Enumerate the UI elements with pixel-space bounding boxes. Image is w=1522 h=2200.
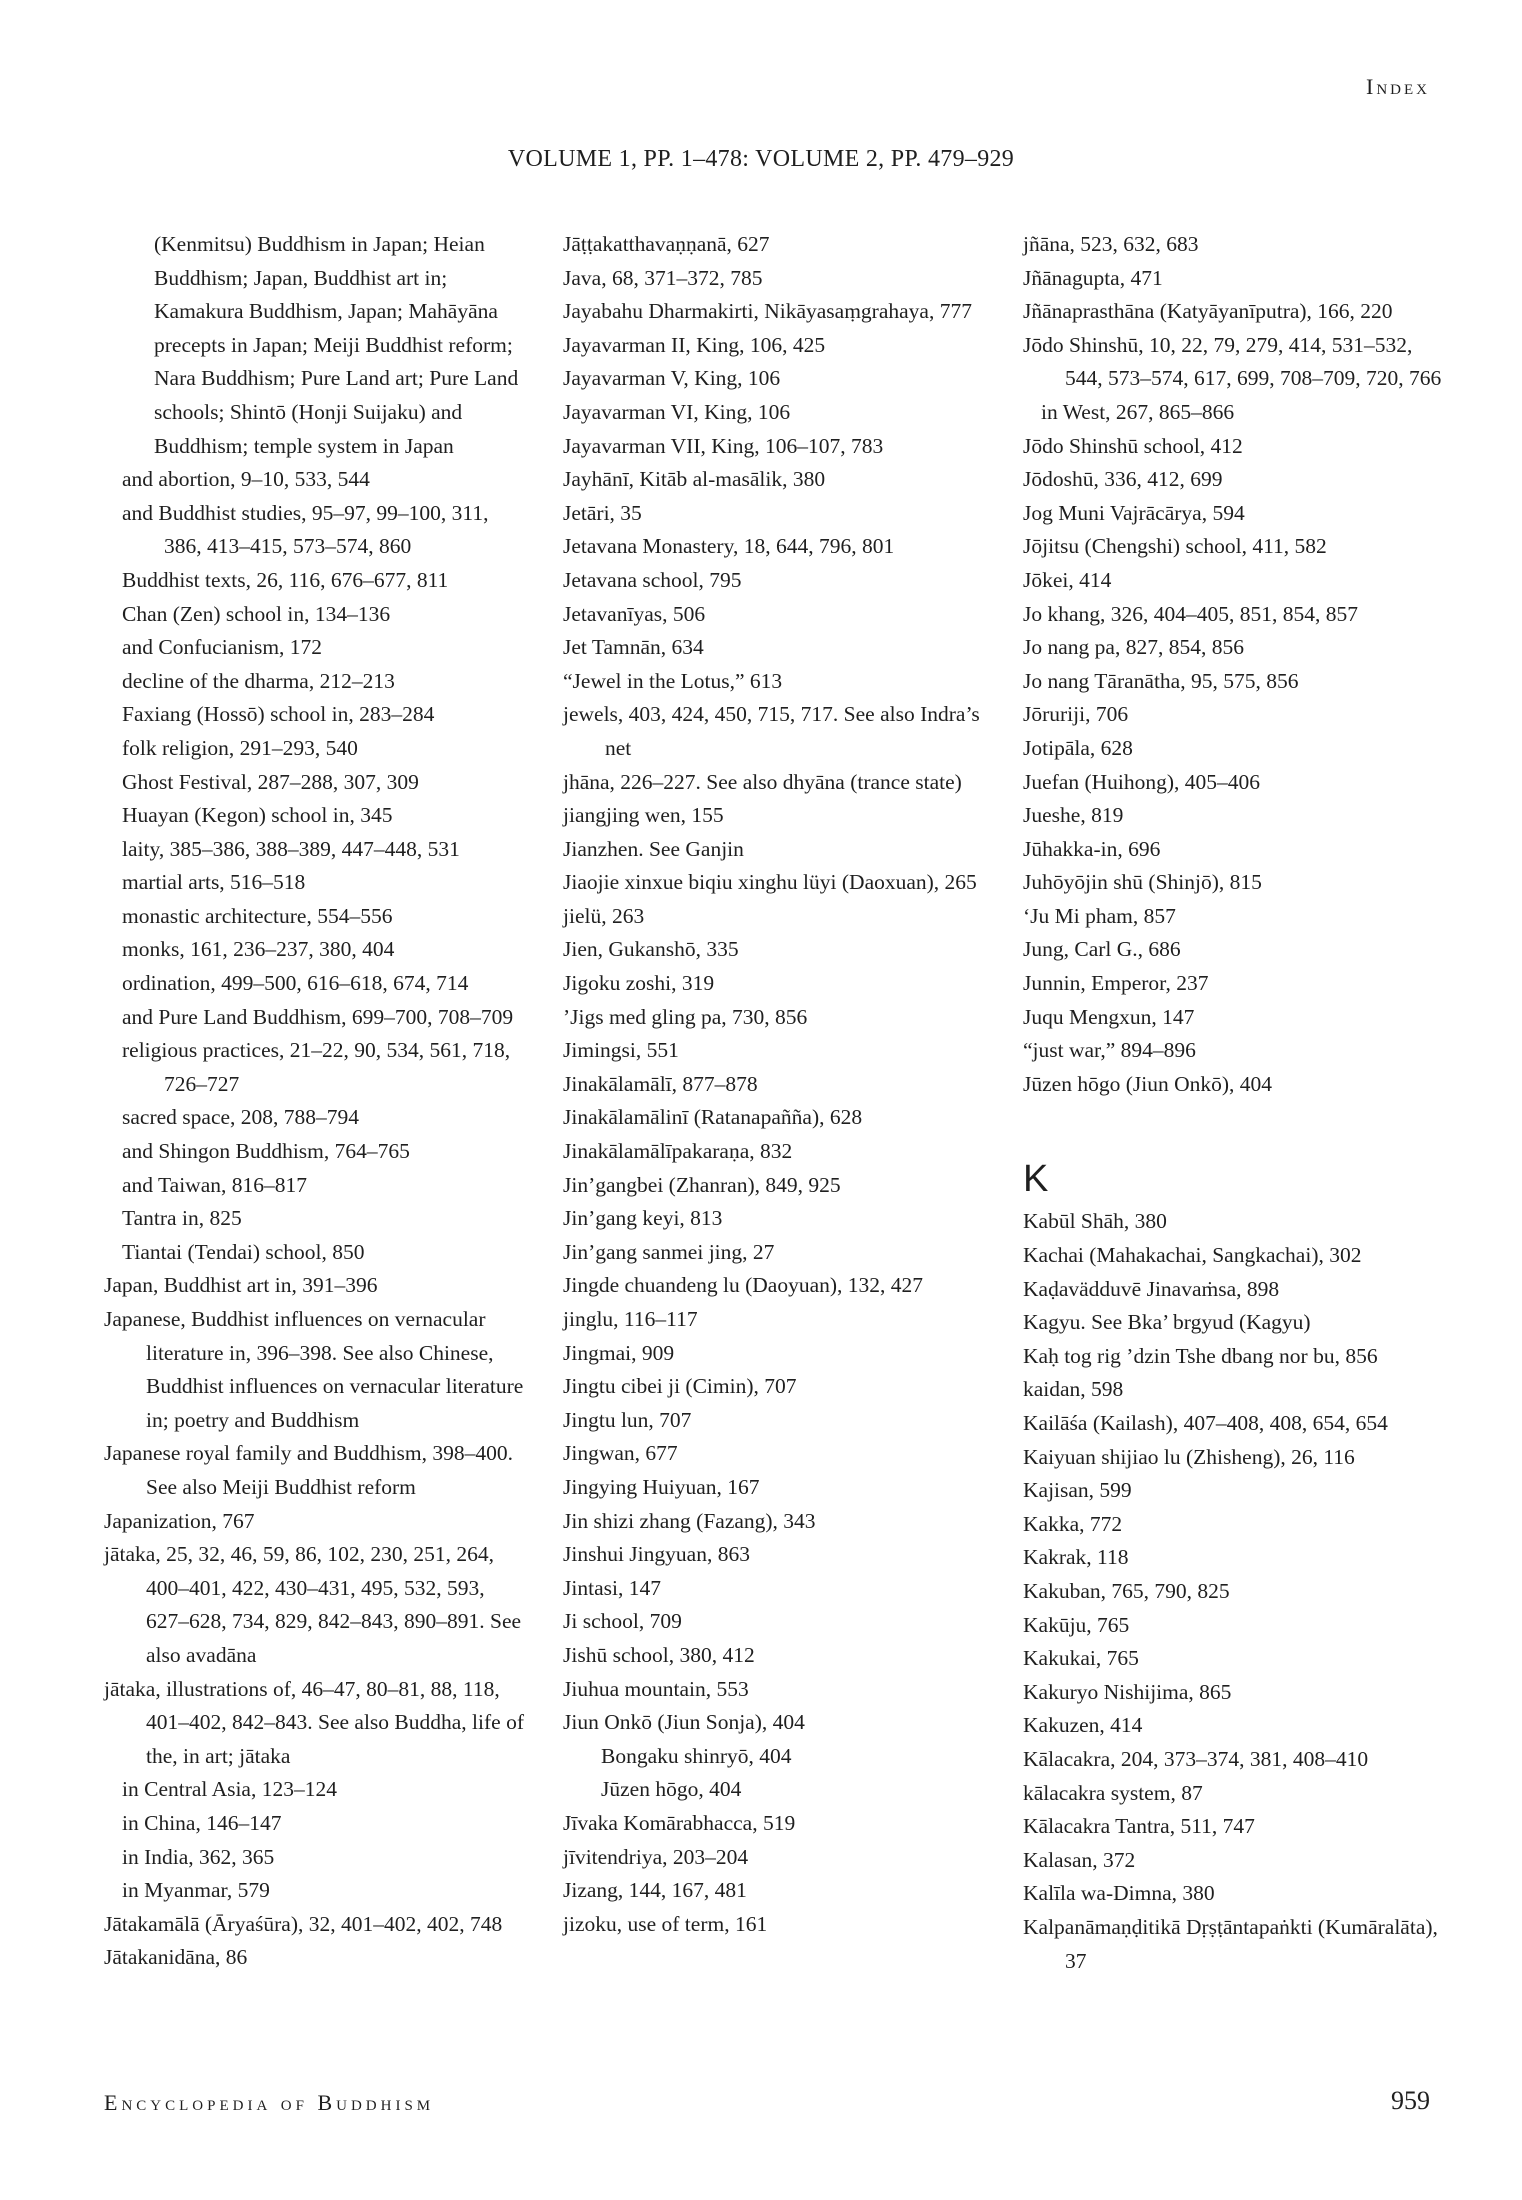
index-entry: “just war,” 894–896 xyxy=(1023,1038,1196,1063)
index-subentry: in Myanmar, 579 xyxy=(122,1878,270,1903)
index-entry: Jōdoshū, 336, 412, 699 xyxy=(1023,467,1223,492)
index-subentry: Chan (Zen) school in, 134–136 xyxy=(122,601,391,626)
index-column-2 xyxy=(563,228,983,1941)
index-subentry: Jūzen hōgo, 404 xyxy=(601,1777,742,1802)
index-entry: Kālacakra Tantra, 511, 747 xyxy=(1023,1814,1255,1839)
index-entry: Juefan (Huihong), 405–406 xyxy=(1023,769,1261,794)
index-entry: Kakuzen, 414 xyxy=(1023,1713,1143,1738)
index-entry: Kajisan, 599 xyxy=(1023,1478,1132,1503)
index-entry: Kakuryo Nishijima, 865 xyxy=(1023,1679,1232,1704)
index-entry: Jianzhen. See Ganjin xyxy=(563,836,744,861)
index-subentry: (Kenmitsu) Buddhism in Japan; Heian Buddhism; Japan, Buddhist art in; Kamakura Buddhism, Japan; Mahāyāna precepts in Japan; Meiji Buddhist reform; Nara Buddhism; Pure Land art; Pure Land schools; Shintō (Honji Suijaku) and Buddhism; temple system in Japan xyxy=(154,232,519,458)
index-entry: Jishū school, 380, 412 xyxy=(563,1642,755,1667)
index-subentry: Huayan (Kegon) school in, 345 xyxy=(122,803,393,828)
index-entry: Jātakamālā (Āryaśūra), 32, 401–402, 402, 748 xyxy=(104,1911,503,1936)
index-entry: Kaḥ tog rig ’dzin Tshe dbang nor bu, 856 xyxy=(1023,1343,1378,1368)
index-entry: jīvitendriya, 203–204 xyxy=(563,1844,749,1869)
index-entry: Jetavanīyas, 506 xyxy=(563,601,706,626)
index-entry: ‘Ju Mi pham, 857 xyxy=(1023,903,1176,928)
index-entry: Jintasi, 147 xyxy=(563,1575,661,1600)
index-entry: Jiun Onkō (Jiun Sonja), 404 xyxy=(563,1710,805,1735)
index-entry: jhāna, 226–227. See also dhyāna (trance state) xyxy=(563,769,962,794)
index-entry: Kachai (Mahakachai, Sangkachai), 302 xyxy=(1023,1243,1362,1268)
index-entry: Jung, Carl G., 686 xyxy=(1023,937,1181,962)
index-entry: Jotipāla, 628 xyxy=(1023,735,1133,760)
index-entry: Jōkei, 414 xyxy=(1023,567,1112,592)
index-entry: Ji school, 709 xyxy=(563,1609,682,1634)
index-subentry: in West, 267, 865–866 xyxy=(1041,399,1235,424)
index-entry: ’Jigs med gling pa, 730, 856 xyxy=(563,1004,808,1029)
index-subentry: and abortion, 9–10, 533, 544 xyxy=(122,467,370,492)
index-entry: Jigoku zoshi, 319 xyxy=(563,971,715,996)
index-subentry: sacred space, 208, 788–794 xyxy=(122,1105,360,1130)
index-entry: Juhōyōjin shū (Shinjō), 815 xyxy=(1023,870,1262,895)
index-entry: Japanese royal family and Buddhism, 398–400. See also Meiji Buddhist reform xyxy=(104,1441,514,1499)
index-entry: kālacakra system, 87 xyxy=(1023,1780,1203,1805)
index-entry: Jueshe, 819 xyxy=(1023,803,1124,828)
index-entry: Jñānagupta, 471 xyxy=(1023,265,1163,290)
index-entry: Jōdo Shinshū, 10, 22, 79, 279, 414, 531–532, 544, 573–574, 617, 699, 708–709, 720, 766 xyxy=(1023,332,1442,391)
index-subentry: Tantra in, 825 xyxy=(122,1206,242,1231)
index-entry: jinglu, 116–117 xyxy=(563,1307,698,1331)
index-entry: Kalīla wa-Dimna, 380 xyxy=(1023,1881,1215,1906)
index-entry: Kakukai, 765 xyxy=(1023,1646,1139,1671)
running-head: Index xyxy=(1366,74,1430,99)
index-entry: Kailāśa (Kailash), 407–408, 408, 654, 654 xyxy=(1023,1411,1388,1435)
index-entry: Jingtu cibei ji (Cimin), 707 xyxy=(563,1374,797,1399)
index-entry: Jetavana Monastery, 18, 644, 796, 801 xyxy=(563,534,895,559)
index-entry: jielü, 263 xyxy=(563,903,645,928)
index-subentry: martial arts, 516–518 xyxy=(122,870,306,895)
index-entry: Jingde chuandeng lu (Daoyuan), 132, 427 xyxy=(563,1273,924,1298)
index-entry: jiangjing wen, 155 xyxy=(563,803,724,828)
index-entry: jātaka, 25, 32, 46, 59, 86, 102, 230, 251, 264, 400–401, 422, 430–431, 495, 532, 593, 627–628, 734, 829, 842–843, 890–891. See also avadāna xyxy=(104,1542,522,1667)
index-entry: Jetāri, 35 xyxy=(563,500,642,525)
index-entry: Jin’gangbei (Zhanran), 849, 925 xyxy=(563,1172,841,1197)
index-entry: Juqu Mengxun, 147 xyxy=(1023,1004,1195,1029)
index-subentry: Bongaku shinryō, 404 xyxy=(601,1743,792,1768)
index-entry: Jayavarman VI, King, 106 xyxy=(563,399,791,424)
volume-range-header: VOLUME 1, PP. 1–478: VOLUME 2, PP. 479–929 xyxy=(507,146,1015,172)
section-letter: K xyxy=(1023,1158,1049,1201)
index-entry: Jo khang, 326, 404–405, 851, 854, 857 xyxy=(1023,601,1359,626)
index-column-1 xyxy=(104,228,524,1975)
index-entry: Jo nang pa, 827, 854, 856 xyxy=(1023,635,1244,660)
index-entry: Jiaojie xinxue biqiu xinghu lüyi (Daoxuan), 265 xyxy=(563,870,977,895)
index-subentry: and Taiwan, 816–817 xyxy=(122,1172,307,1197)
index-entry: Jayavarman VII, King, 106–107, 783 xyxy=(563,433,884,458)
index-entry: Jingwan, 677 xyxy=(563,1441,678,1466)
index-entry: Jetavana school, 795 xyxy=(563,567,742,592)
index-entry: Kakka, 772 xyxy=(1023,1511,1123,1536)
index-subentry: Faxiang (Hossō) school in, 283–284 xyxy=(122,702,435,727)
index-entry: Japanization, 767 xyxy=(104,1508,255,1533)
index-entry: Jin’gang sanmei jing, 27 xyxy=(563,1239,775,1264)
index-entry: Jayavarman II, King, 106, 425 xyxy=(563,332,826,357)
index-entry: “Jewel in the Lotus,” 613 xyxy=(563,668,783,693)
index-entry: Jinshui Jingyuan, 863 xyxy=(563,1542,750,1567)
index-entry: Japanese, Buddhist influences on vernacular literature in, 396–398. See also Chinese, Buddhist influences on vernacular literature in; poetry and Buddhism xyxy=(104,1307,524,1432)
footer-title: Encyclopedia of Buddhism xyxy=(104,2090,435,2115)
index-subentry: religious practices, 21–22, 90, 534, 561, 718, 726–727 xyxy=(122,1038,511,1096)
index-entry: Jet Tamnān, 634 xyxy=(563,635,704,660)
index-entry: Kalasan, 372 xyxy=(1023,1847,1136,1872)
index-entry: Jñānaprasthāna (Katyāyanīputra), 166, 220 xyxy=(1023,299,1393,324)
index-entry: jātaka, illustrations of, 46–47, 80–81, 88, 118, 401–402, 842–843. See also Buddha, life of the, in art; jātaka xyxy=(104,1676,524,1768)
index-subentry: in Central Asia, 123–124 xyxy=(122,1777,337,1802)
index-entry: Kabūl Shāh, 380 xyxy=(1023,1209,1167,1234)
index-entry: Java, 68, 371–372, 785 xyxy=(563,265,763,290)
index-entry: Jayabahu Dharmakirti, Nikāyasaṃgrahaya, 777 xyxy=(563,299,972,324)
index-entry: Jāṭṭakatthavaṇṇanā, 627 xyxy=(563,232,770,256)
page-number: 959 xyxy=(1391,2086,1430,2115)
index-subentry: and Pure Land Buddhism, 699–700, 708–709 xyxy=(122,1004,514,1029)
index-entry: Kalpanāmaṇḍitikā Dṛṣṭāntapaṅkti (Kumāralāta), 37 xyxy=(1023,1914,1438,1973)
index-entry: Kakūju, 765 xyxy=(1023,1612,1130,1637)
index-entry: jewels, 403, 424, 450, 715, 717. See also Indra’s net xyxy=(563,702,980,760)
index-entry: Jiuhua mountain, 553 xyxy=(563,1676,749,1701)
index-entry: Jimingsi, 551 xyxy=(563,1038,679,1063)
index-entry: Jūzen hōgo (Jiun Onkō), 404 xyxy=(1023,1071,1273,1096)
index-entry: Jinakālamālī, 877–878 xyxy=(563,1071,758,1096)
index-entry: Jin’gang keyi, 813 xyxy=(563,1206,723,1231)
index-entry: Jog Muni Vajrācārya, 594 xyxy=(1023,500,1245,525)
index-subentry: in China, 146–147 xyxy=(122,1810,282,1835)
index-entry: Jūhakka-in, 696 xyxy=(1023,836,1161,861)
index-subentry: decline of the dharma, 212–213 xyxy=(122,668,395,693)
index-subentry: folk religion, 291–293, 540 xyxy=(122,735,358,760)
index-entry: Jātakanidāna, 86 xyxy=(104,1945,248,1970)
index-subentry: Buddhist texts, 26, 116, 676–677, 811 xyxy=(122,567,449,592)
index-subentry: ordination, 499–500, 616–618, 674, 714 xyxy=(122,971,469,996)
index-entry: jñāna, 523, 632, 683 xyxy=(1023,232,1199,256)
index-subentry: Ghost Festival, 287–288, 307, 309 xyxy=(122,769,419,794)
index-entry: kaidan, 598 xyxy=(1023,1377,1124,1402)
index-subentry: and Buddhist studies, 95–97, 99–100, 311, 386, 413–415, 573–574, 860 xyxy=(122,500,489,559)
index-entry: Kālacakra, 204, 373–374, 381, 408–410 xyxy=(1023,1746,1369,1771)
index-entry: Kaḍavädduvē Jinavaṁsa, 898 xyxy=(1023,1276,1280,1301)
index-subentry: monastic architecture, 554–556 xyxy=(122,903,393,928)
index-entry: Jingmai, 909 xyxy=(563,1340,675,1365)
index-entry: Kagyu. See Bka’ brgyud (Kagyu) xyxy=(1023,1310,1311,1335)
index-column-3 xyxy=(1023,228,1443,1978)
index-subentry: and Shingon Buddhism, 764–765 xyxy=(122,1139,410,1164)
index-subentry: in India, 362, 365 xyxy=(122,1844,275,1869)
index-entry: Kakrak, 118 xyxy=(1023,1545,1129,1570)
index-entry: Jo nang Tāranātha, 95, 575, 856 xyxy=(1023,668,1299,693)
index-entry: Jinakālamālinī (Ratanapañña), 628 xyxy=(563,1105,863,1130)
index-entry: Junnin, Emperor, 237 xyxy=(1023,971,1209,996)
index-entry: Japan, Buddhist art in, 391–396 xyxy=(104,1273,378,1298)
index-entry: Jōdo Shinshū school, 412 xyxy=(1023,433,1243,458)
index-entry: Jōruriji, 706 xyxy=(1023,702,1129,727)
index-subentry: Tiantai (Tendai) school, 850 xyxy=(122,1239,365,1264)
index-subentry: monks, 161, 236–237, 380, 404 xyxy=(122,937,395,962)
index-entry: Jizang, 144, 167, 481 xyxy=(563,1878,747,1903)
index-entry: Jin shizi zhang (Fazang), 343 xyxy=(563,1508,816,1533)
index-entry: Jinakālamālīpakaraṇa, 832 xyxy=(563,1139,793,1164)
index-entry: Jingying Huiyuan, 167 xyxy=(563,1474,760,1499)
index-entry: Kaiyuan shijiao lu (Zhisheng), 26, 116 xyxy=(1023,1444,1355,1469)
index-entry: Jōjitsu (Chengshi) school, 411, 582 xyxy=(1023,534,1327,559)
index-entry: Jayhānī, Kitāb al-masālik, 380 xyxy=(563,467,826,492)
index-entry: Jien, Gukanshō, 335 xyxy=(563,937,739,962)
index-entry: Kakuban, 765, 790, 825 xyxy=(1023,1578,1230,1603)
index-entry: Jingtu lun, 707 xyxy=(563,1407,692,1432)
index-entry: jizoku, use of term, 161 xyxy=(563,1911,768,1936)
index-entry: Jayavarman V, King, 106 xyxy=(563,366,781,391)
index-subentry: laity, 385–386, 388–389, 447–448, 531 xyxy=(122,836,460,861)
index-subentry: and Confucianism, 172 xyxy=(122,635,323,660)
index-entry: Jīvaka Komārabhacca, 519 xyxy=(563,1810,796,1835)
